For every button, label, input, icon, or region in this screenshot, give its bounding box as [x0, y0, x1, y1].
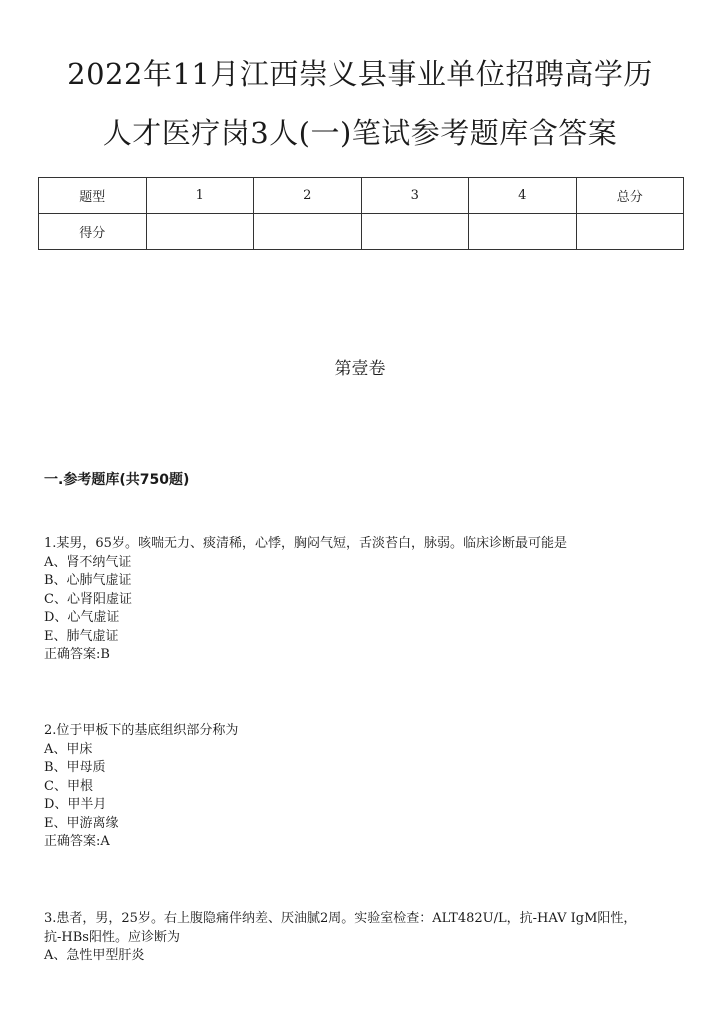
option-c: C、心肾阳虚证	[44, 591, 132, 607]
volume-label: 第壹卷	[334, 359, 386, 379]
header-part-3: 3	[361, 178, 469, 214]
option-b: B、甲母质	[44, 760, 106, 775]
option-e: E、肺气虚证	[44, 628, 119, 644]
option-d: D、心气虚证	[44, 610, 120, 625]
score-cell-total	[576, 214, 684, 250]
option-e: E、甲游离缘	[44, 815, 119, 831]
row-label-score: 得分	[39, 214, 147, 250]
correct-answer: 正确答案:B	[44, 647, 110, 662]
section-title: 一.参考题库(共750题)	[44, 472, 190, 488]
option-a: A、急性甲型肝炎	[44, 948, 145, 963]
score-table-score-row	[39, 214, 684, 250]
question-stem: 1.某男，65岁。咳喘无力、痰清稀，心悸，胸闷气短，舌淡苔白，脉弱。临床诊断最可能是	[44, 536, 567, 551]
header-total: 总分	[576, 178, 684, 214]
option-c: C、甲根	[44, 778, 93, 794]
option-d: D、甲半月	[44, 797, 107, 812]
question-stem-line-1: 3.患者，男，25岁。右上腹隐痛伴纳差、厌油腻2周。实验室检查：ALT482U/L，抗-HAV IgM阳性，	[44, 911, 637, 926]
document-title-line-1: 2022年11月江西崇义县事业单位招聘高学历	[67, 57, 653, 91]
option-b: B、心肺气虚证	[44, 573, 132, 588]
score-cell-3	[361, 214, 469, 250]
correct-answer: 正确答案:A	[44, 834, 110, 849]
option-a: A、甲床	[44, 741, 93, 757]
header-question-type: 题型	[39, 178, 147, 214]
score-table	[38, 177, 684, 250]
question-1	[44, 535, 684, 665]
document-title-line-2: 人才医疗岗3人(一)笔试参考题库含答案	[102, 116, 618, 150]
score-cell-2	[254, 214, 362, 250]
score-cell-4	[469, 214, 577, 250]
question-3	[44, 910, 684, 966]
option-a: A、肾不纳气证	[44, 554, 132, 570]
question-2	[44, 722, 684, 852]
header-part-1: 1	[146, 178, 254, 214]
score-cell-1	[146, 214, 254, 250]
header-part-2: 2	[254, 178, 362, 214]
score-table-header-row	[39, 178, 684, 214]
question-stem-line-2: 抗-HBs阳性。应诊断为	[44, 929, 180, 945]
header-part-4: 4	[469, 178, 577, 214]
question-stem: 2.位于甲板下的基底组织部分称为	[44, 723, 239, 738]
